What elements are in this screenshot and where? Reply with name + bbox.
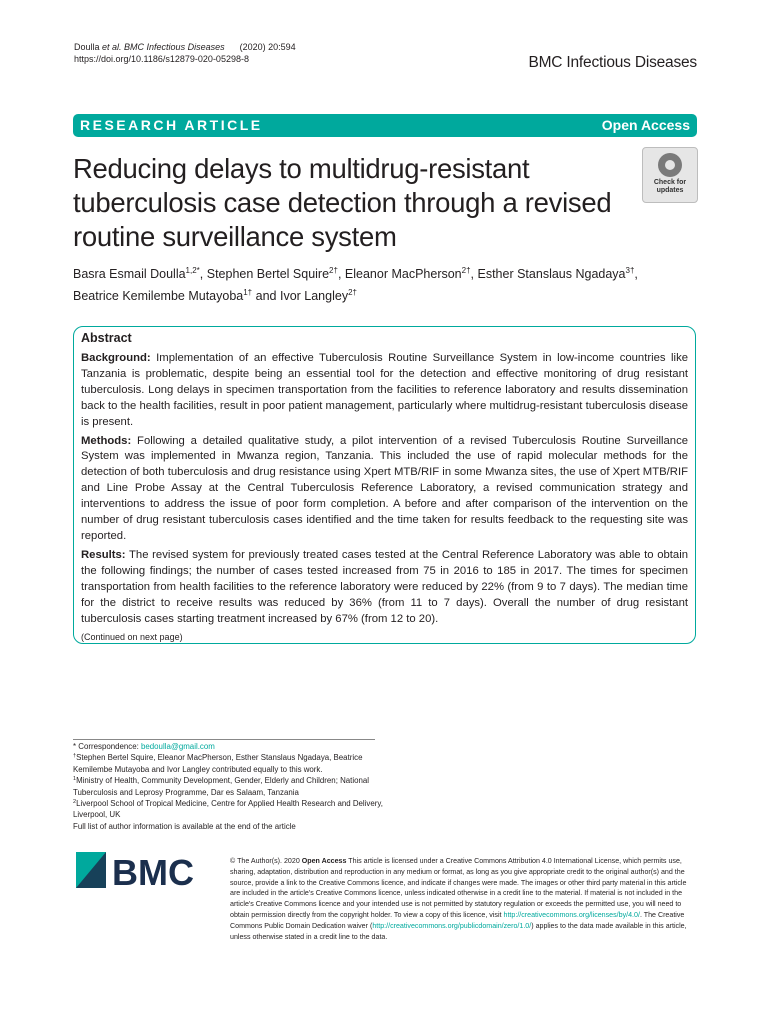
- license-open-access: Open Access: [301, 857, 347, 865]
- copyright: © The Author(s). 2020: [230, 857, 300, 865]
- methods-label: Methods:: [81, 434, 132, 447]
- equal-contribution-note: [73, 752, 383, 775]
- bmc-logo: [76, 850, 226, 892]
- author-affiliation: 3†: [625, 266, 635, 275]
- continued-note: (Continued on next page): [81, 632, 183, 643]
- results-label: Results:: [81, 548, 126, 561]
- license-url-2[interactable]: http://creativecommons.org/publicdomain/zero/1.0/: [372, 921, 532, 930]
- full-author-info-note: Full list of author information is available at the end of the article: [73, 821, 296, 831]
- correspondence-label: * Correspondence:: [73, 742, 139, 751]
- citation-authors: Doulla: [74, 42, 100, 52]
- author-name[interactable]: Beatrice Kemilembe Mutayoba: [73, 289, 244, 303]
- license-text-1: This article is licensed under a Creative Commons Attribution 4.0 International License, which permits use, sharing, adaptation, distribution and reproduction in any medium or format, as long as you give appropriate credit to the original author(s) and the source, provide a link to the Creative Commons licence, and indicate if changes were made. The images or other third party material in this article are included in the article's Creative Commons licence, unless indicated otherwise in a credit line to the material. If material is not included in the article's Creative Commons licence and your intended use is not permitted by statutory regulation or exceeds the permitted use, you will need to obtain permission directly from the copyright holder. To view a copy of this licence, visit: [230, 857, 687, 919]
- author-affiliation: 2†: [461, 266, 471, 275]
- open-access-label: Open Access: [601, 117, 690, 133]
- abstract-methods: [81, 434, 688, 545]
- correspondence: [73, 741, 383, 752]
- citation-year: (2020) 20:594: [239, 42, 296, 52]
- citation-line: [74, 41, 296, 54]
- background-label: Background:: [81, 352, 151, 364]
- license-url-1[interactable]: http://creativecommons.org/licenses/by/4.0/: [503, 910, 640, 919]
- author-affiliation: 1,2*: [185, 266, 200, 275]
- affiliation-2-text: Liverpool School of Tropical Medicine, Centre for Applied Health Research and Delivery, Liverpool, UK: [73, 799, 383, 820]
- author-name[interactable]: Eleanor MacPherson: [344, 267, 462, 281]
- abstract-heading: Abstract: [81, 331, 132, 345]
- equal-mark: †: [73, 753, 77, 760]
- footnote-divider: [73, 739, 375, 740]
- bmc-logo-text: BMC: [112, 852, 194, 892]
- equal-contribution-text: Stephen Bertel Squire, Eleanor MacPherson, Esther Stanslaus Ngadaya, Beatrice Kemilembe Mutayoba and Ivor Langley contributed equally to this work.: [73, 753, 363, 774]
- affiliation-2: [73, 798, 383, 821]
- check-for-updates-button[interactable]: [642, 147, 698, 203]
- abstract-results: [81, 548, 688, 628]
- methods-text: Following a detailed qualitative study, a pilot intervention of a revised Tuberculosis Routine Surveillance System was implemented in Mwanza region, Tanzania. This included the use of rapid molecular methods for the detection of both tuberculosis and drug resistance using Xpert MTB/RIF in some Mwanza sites, the use of Xpert MTB/RIF and Line Probe Assay at the Central Tuberculosis Reference Laboratory, a revised communication strategy and interventions to address the issue of poor form completion. A before and after comparison of the intervention on the number of drug resistant tuberculosis cases identified and the time taken for results feedback to the requesting site was reported.: [81, 434, 688, 542]
- license-statement: [230, 856, 696, 942]
- author-name[interactable]: Basra Esmail Doulla: [73, 267, 186, 281]
- doi-link[interactable]: https://doi.org/10.1186/s12879-020-05298-8: [74, 54, 249, 64]
- author-affiliation: 2†: [348, 288, 357, 297]
- author-name[interactable]: Esther Stanslaus Ngadaya: [477, 267, 626, 281]
- abstract-background: [81, 351, 688, 431]
- check-for-updates-line1: Check for: [653, 179, 687, 186]
- author-affiliation: 1†: [243, 288, 253, 297]
- license-text-2: . The Creative Commons Public Domain Dedication waiver (: [230, 910, 685, 930]
- author-list: Basra Esmail Doulla$^{1,2*}$, Stephen Bertel Squire$^{2\dagger}$, Eleanor MacPherson$^{2\dagger}$, Esther Stanslaus Ngadaya$^{3\dagger}$, Beatrice Kemilembe Mutayoba$^{1\dagger}$ and Ivor Langley$^{2\dagger}$: [73, 266, 638, 303]
- check-for-updates-icon: [658, 153, 682, 177]
- affiliation-2-number: 2: [73, 799, 77, 806]
- affiliation-1-text: Ministry of Health, Community Development, Gender, Elderly and Children; National Tuberculosis and Leprosy Programme, Dar es Salaam, Tanzania: [73, 776, 370, 797]
- correspondence-email[interactable]: bedoulla@gmail.com: [141, 742, 215, 751]
- abstract-box: [73, 326, 696, 644]
- article-title: Reducing delays to multidrug-resistant tuberculosis case detection through a revised routine surveillance system: [73, 153, 612, 252]
- article-type-label: RESEARCH ARTICLE: [80, 117, 263, 133]
- journal-name: BMC Infectious Diseases: [528, 54, 697, 71]
- background-text: Implementation of an effective Tuberculosis Routine Surveillance System in low-income countries like Tanzania is problematic, despite being an essential tool for the detection and effective monitoring of drug resistant tuberculosis. Long delays in specimen transportation from the facilities to reference laboratory and results dissemination back to the health facilities, result in poor patient management, particularly where multidrug-resistant tuberculosis disease is present.: [81, 352, 688, 428]
- footnotes: [73, 741, 383, 832]
- author-conjunction: and: [255, 289, 277, 303]
- check-for-updates-line2: updates: [656, 187, 684, 194]
- license-text-3: ) applies to the data made available in this article, unless otherwise stated in a credit line to the data.: [230, 921, 687, 941]
- affiliation-1-number: 1: [73, 776, 77, 783]
- author-affiliation: 2†: [329, 266, 338, 275]
- citation-journal: et al. BMC Infectious Diseases: [102, 42, 225, 52]
- affiliation-1: [73, 775, 383, 798]
- results-text: The revised system for previously treated cases tested at the Central Reference Laboratory was able to obtain the following findings; the number of cases tested increased from 75 in 2016 to 185 in 2017. The times for specimen transportation from health facilities to the reference laboratory were reduced by 22% (from 9 to 7 days). The median time for the district to receive results was reduced by 36% (from 11 to 7 days). Overall the number of drug resistant tuberculosis cases starting treatment increased by 67% (from 12 to 20).: [81, 548, 688, 625]
- author-name[interactable]: Ivor Langley: [279, 289, 349, 303]
- author-name[interactable]: Stephen Bertel Squire: [206, 267, 330, 281]
